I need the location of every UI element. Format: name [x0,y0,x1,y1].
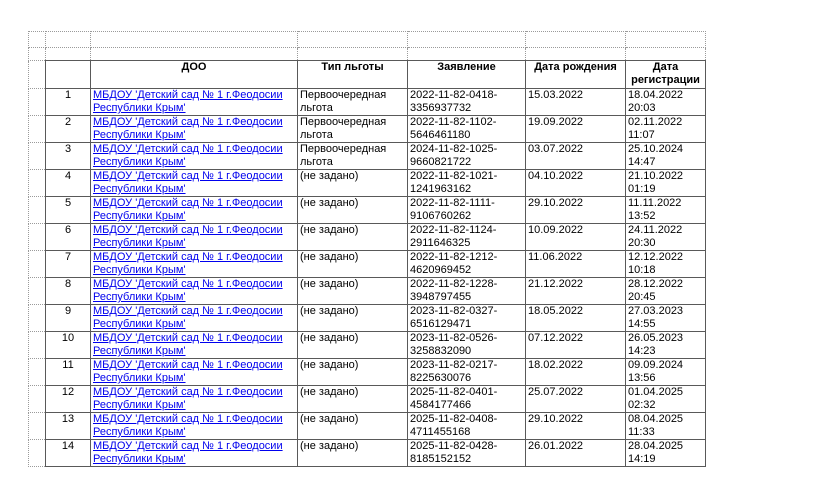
cell-application: 2023-11-82-0526-3258832090 [408,332,526,359]
empty-grid-row [29,48,706,61]
cell-row-number: 4 [46,170,91,197]
cell-registration-date: 02.11.2022 11:07 [626,116,706,143]
cell-application: 2022-11-82-0418-3356937732 [408,89,526,116]
cell-benefit-type: Первоочередная льгота [298,116,408,143]
cell-birth-date: 19.09.2022 [526,116,626,143]
doo-link[interactable]: МБДОУ 'Детский сад № 1 г.Феодосии Республики Крым' [93,386,283,411]
column-header-doo: ДОО [91,61,298,89]
cell-application: 2025-11-82-0428-8185152152 [408,440,526,467]
cell-birth-date: 11.06.2022 [526,251,626,278]
cell-benefit-type: Первоочередная льгота [298,89,408,116]
cell-registration-date: 27.03.2023 14:55 [626,305,706,332]
doo-link[interactable]: МБДОУ 'Детский сад № 1 г.Феодосии Республики Крым' [93,170,283,195]
gridline-cell [29,359,46,386]
cell-doo [91,359,298,386]
cell-application: 2022-11-82-1102-5646461180 [408,116,526,143]
gridline-cell [29,278,46,305]
gridline-cell [626,48,706,61]
cell-birth-date: 03.07.2022 [526,143,626,170]
cell-row-number: 1 [46,89,91,116]
doo-link[interactable]: МБДОУ 'Детский сад № 1 г.Феодосии Республики Крым' [93,251,283,276]
cell-registration-date: 08.04.2025 11:33 [626,413,706,440]
cell-application: 2022-11-82-1228-3948797455 [408,278,526,305]
doo-link[interactable]: МБДОУ 'Детский сад № 1 г.Феодосии Республики Крым' [93,116,283,141]
cell-application: 2023-11-82-0217-8225630076 [408,359,526,386]
cell-registration-date: 09.09.2024 13:56 [626,359,706,386]
cell-application: 2025-11-82-0408-4711455168 [408,413,526,440]
table-row [29,305,706,332]
gridline-cell [408,48,526,61]
gridline-cell [29,116,46,143]
table-row [29,116,706,143]
cell-benefit-type: (не задано) [298,305,408,332]
cell-doo [91,413,298,440]
cell-doo [91,143,298,170]
doo-link[interactable]: МБДОУ 'Детский сад № 1 г.Феодосии Республики Крым' [93,359,283,384]
cell-application: 2022-11-82-1021-1241963162 [408,170,526,197]
cell-birth-date: 04.10.2022 [526,170,626,197]
column-header-registration-date: Дата регистрации [626,61,706,89]
applications-table [28,31,706,467]
cell-birth-date: 18.02.2022 [526,359,626,386]
gridline-cell [29,89,46,116]
gridline-cell [29,305,46,332]
cell-doo [91,386,298,413]
empty-grid-row [29,32,706,48]
column-header-application: Заявление [408,61,526,89]
cell-benefit-type: (не задано) [298,224,408,251]
cell-birth-date: 25.07.2022 [526,386,626,413]
cell-benefit-type: (не задано) [298,278,408,305]
cell-doo [91,251,298,278]
table-row [29,251,706,278]
cell-row-number: 9 [46,305,91,332]
doo-link[interactable]: МБДОУ 'Детский сад № 1 г.Феодосии Республики Крым' [93,440,283,465]
doo-link[interactable]: МБДОУ 'Детский сад № 1 г.Феодосии Республики Крым' [93,332,283,357]
gridline-cell [29,143,46,170]
cell-doo [91,89,298,116]
cell-birth-date: 21.12.2022 [526,278,626,305]
cell-birth-date: 07.12.2022 [526,332,626,359]
gridline-cell [29,32,46,48]
column-header-birth-date: Дата рождения [526,61,626,89]
cell-doo [91,197,298,224]
cell-benefit-type: (не задано) [298,386,408,413]
cell-row-number: 2 [46,116,91,143]
cell-row-number: 5 [46,197,91,224]
table-row [29,359,706,386]
cell-doo [91,332,298,359]
cell-doo [91,440,298,467]
cell-doo [91,224,298,251]
gridline-cell [526,32,626,48]
gridline-cell [298,48,408,61]
doo-link[interactable]: МБДОУ 'Детский сад № 1 г.Феодосии Республики Крым' [93,305,283,330]
cell-benefit-type: (не задано) [298,359,408,386]
cell-application: 2023-11-82-0327-6516129471 [408,305,526,332]
column-header-num [46,61,91,89]
gridline-cell [29,251,46,278]
cell-row-number: 14 [46,440,91,467]
doo-link[interactable]: МБДОУ 'Детский сад № 1 г.Феодосии Республики Крым' [93,278,283,303]
table-row [29,224,706,251]
table-row [29,197,706,224]
cell-benefit-type: (не задано) [298,197,408,224]
cell-row-number: 6 [46,224,91,251]
cell-registration-date: 26.05.2023 14:23 [626,332,706,359]
cell-application: 2022-11-82-1212-4620969452 [408,251,526,278]
table-row [29,332,706,359]
table-header-row [29,61,706,89]
column-header-benefit-type: Тип льготы [298,61,408,89]
gridline-cell [408,32,526,48]
gridline-cell [526,48,626,61]
cell-row-number: 13 [46,413,91,440]
cell-doo [91,278,298,305]
cell-doo [91,116,298,143]
cell-application: 2024-11-82-1025-9660821722 [408,143,526,170]
gridline-cell [29,332,46,359]
table-row [29,170,706,197]
table-row [29,89,706,116]
cell-registration-date: 28.04.2025 14:19 [626,440,706,467]
gridline-cell [29,413,46,440]
gridline-cell [298,32,408,48]
cell-row-number: 3 [46,143,91,170]
cell-birth-date: 29.10.2022 [526,413,626,440]
cell-birth-date: 26.01.2022 [526,440,626,467]
cell-benefit-type: (не задано) [298,251,408,278]
doo-link[interactable]: МБДОУ 'Детский сад № 1 г.Феодосии Республики Крым' [93,89,283,114]
cell-row-number: 11 [46,359,91,386]
cell-row-number: 8 [46,278,91,305]
gridline-cell [626,32,706,48]
cell-registration-date: 25.10.2024 14:47 [626,143,706,170]
doo-link[interactable]: МБДОУ 'Детский сад № 1 г.Феодосии Республики Крым' [93,413,283,438]
cell-registration-date: 01.04.2025 02:32 [626,386,706,413]
cell-benefit-type: (не задано) [298,413,408,440]
cell-application: 2025-11-82-0401-4584177466 [408,386,526,413]
doo-link[interactable]: МБДОУ 'Детский сад № 1 г.Феодосии Республики Крым' [93,224,283,249]
cell-row-number: 10 [46,332,91,359]
gridline-cell [29,224,46,251]
cell-doo [91,305,298,332]
cell-benefit-type: Первоочередная льгота [298,143,408,170]
cell-application: 2022-11-82-1111-9106760262 [408,197,526,224]
table-row [29,440,706,467]
gridline-cell [29,48,46,61]
cell-row-number: 12 [46,386,91,413]
doo-link[interactable]: МБДОУ 'Детский сад № 1 г.Феодосии Республики Крым' [93,143,283,168]
cell-registration-date: 12.12.2022 10:18 [626,251,706,278]
cell-registration-date: 24.11.2022 20:30 [626,224,706,251]
gridline-cell [29,170,46,197]
cell-application: 2022-11-82-1124-2911646325 [408,224,526,251]
cell-registration-date: 18.04.2022 20:03 [626,89,706,116]
table-row [29,143,706,170]
cell-birth-date: 15.03.2022 [526,89,626,116]
cell-benefit-type: (не задано) [298,440,408,467]
gridline-cell [91,48,298,61]
cell-benefit-type: (не задано) [298,170,408,197]
cell-birth-date: 29.10.2022 [526,197,626,224]
table-row [29,413,706,440]
gridline-cell [29,61,46,89]
gridline-cell [29,440,46,467]
cell-birth-date: 18.05.2022 [526,305,626,332]
cell-registration-date: 21.10.2022 01:19 [626,170,706,197]
cell-row-number: 7 [46,251,91,278]
gridline-cell [29,197,46,224]
doo-link[interactable]: МБДОУ 'Детский сад № 1 г.Феодосии Республики Крым' [93,197,283,222]
cell-registration-date: 11.11.2022 13:52 [626,197,706,224]
gridline-cell [29,386,46,413]
table-row [29,386,706,413]
cell-benefit-type: (не задано) [298,332,408,359]
table-row [29,278,706,305]
cell-registration-date: 28.12.2022 20:45 [626,278,706,305]
gridline-cell [46,48,91,61]
cell-doo [91,170,298,197]
gridline-cell [91,32,298,48]
gridline-cell [46,32,91,48]
cell-birth-date: 10.09.2022 [526,224,626,251]
